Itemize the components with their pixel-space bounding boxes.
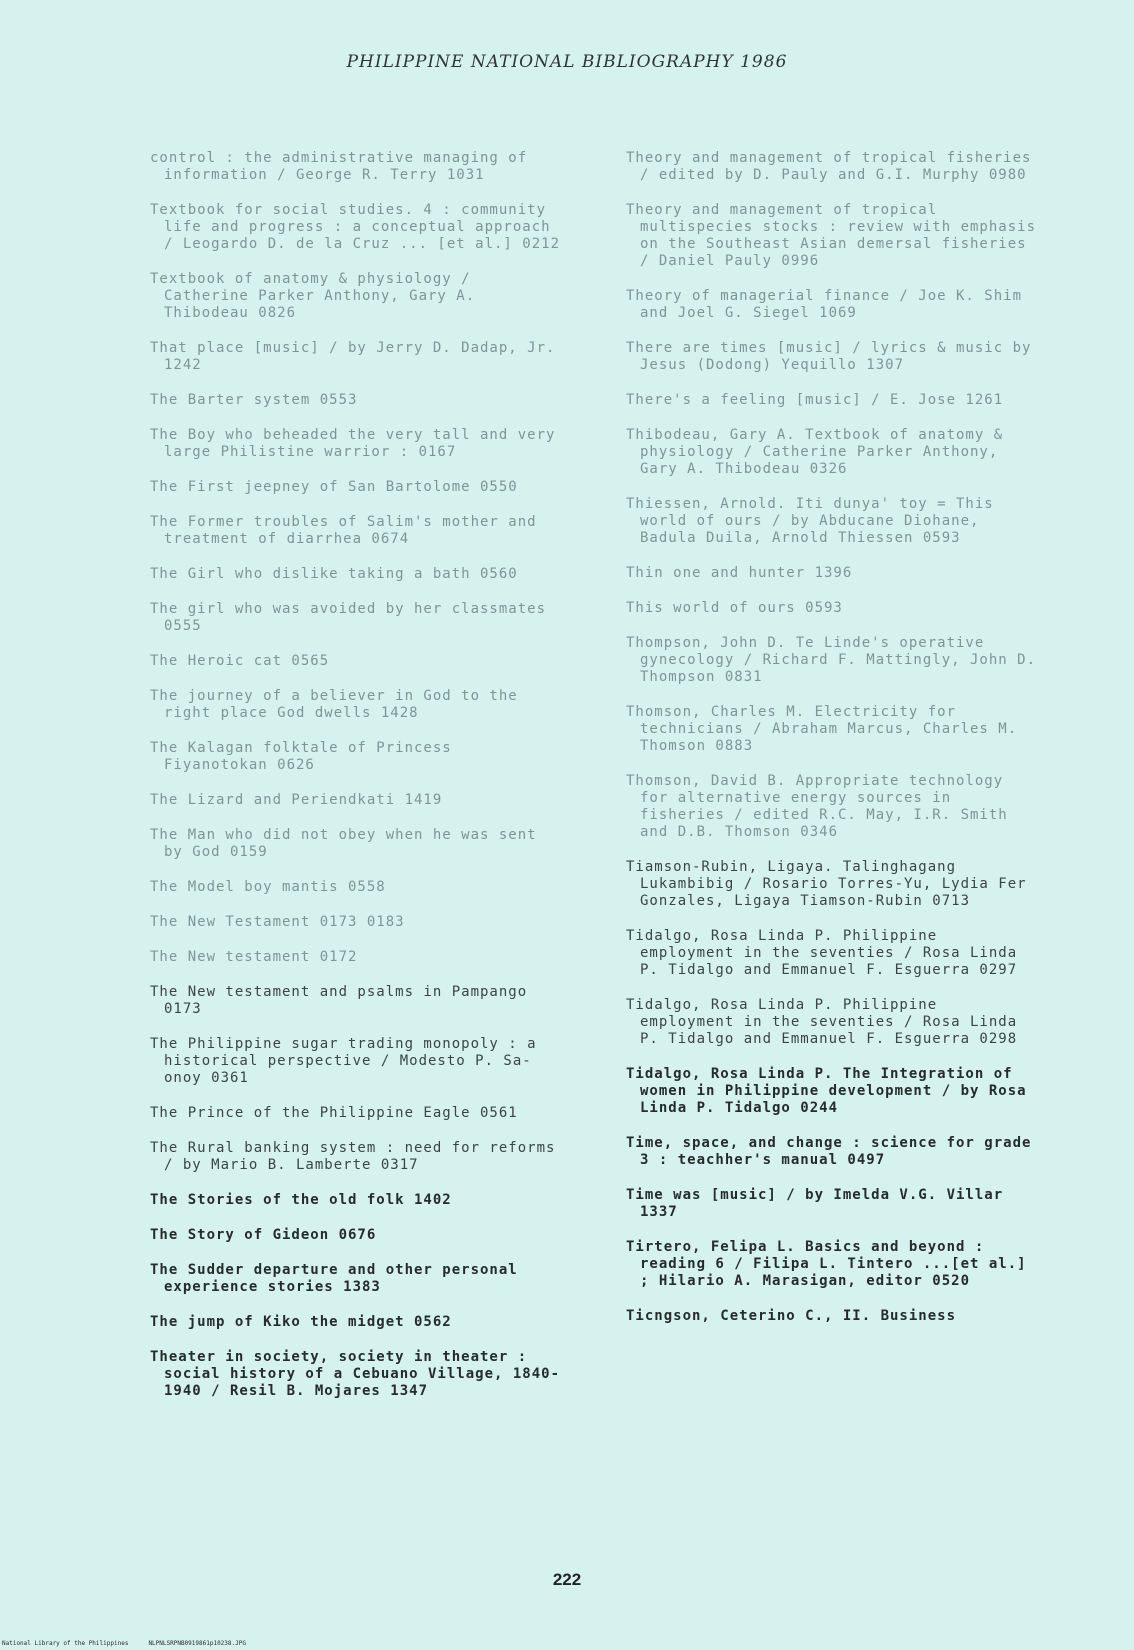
bibliography-entry: There are times [music] / lyrics & music by Jesus (Dodong) Yequillo 1307: [626, 340, 1041, 373]
bibliography-entry: Tidalgo, Rosa Linda P. Philippine employment in the seventies / Rosa Linda P. Tidalgo and Emmanuel F. Esguerra 0297: [626, 928, 1027, 978]
bibliography-entry: The Lizard and Periendkati 1419: [150, 792, 443, 808]
bibliography-entry: The journey of a believer in God to the right place God dwells 1428: [150, 688, 528, 721]
bibliography-entry: Theory of managerial finance / Joe K. Shim and Joel G. Siegel 1069: [626, 288, 1032, 321]
bibliography-entry: Thompson, John D. Te Linde's operative gynecology / Richard F. Mattingly, John D. Thompson 0831: [626, 635, 1046, 685]
bibliography-entry: Tiamson-Rubin, Ligaya. Talinghagang Lukambibig / Rosario Torres-Yu, Lydia Fer Gonzales, Ligaya Tiamson-Rubin 0713: [626, 859, 1037, 909]
bibliography-entry: The Prince of the Philippine Eagle 0561: [150, 1105, 518, 1121]
bibliography-entry: The New Testament 0173 0183: [150, 914, 405, 930]
scan-footer: [2, 1640, 246, 1647]
bibliography-entry: The Man who did not obey when he was sent by God 0159: [150, 827, 547, 860]
left-column: [150, 150, 565, 1418]
bibliography-entry: The jump of Kiko the midget 0562: [150, 1314, 452, 1330]
bibliography-entry: Thiessen, Arnold. Iti dunya' toy = This world of ours / by Abducane Diohane, Badula Duila, Arnold Thiessen 0593: [626, 496, 1004, 546]
bibliography-entry: control : the administrative managing of information / George R. Terry 1031: [150, 150, 537, 183]
bibliography-entry: The Model boy mantis 0558: [150, 879, 386, 895]
bibliography-entry: Tirtero, Felipa L. Basics and beyond : reading 6 / Filipa L. Tintero ...[et al.] ; Hilario A. Marasigan, editor 0520: [626, 1239, 1037, 1289]
bibliography-entry: Time was [music] / by Imelda V.G. Villar 1337: [626, 1187, 1013, 1220]
bibliography-entry: The Kalagan folktale of Princess Fiyanotokan 0626: [150, 740, 462, 773]
bibliography-entry: There's a feeling [music] / E. Jose 1261: [626, 392, 1004, 408]
footer-file-name: NLPNLSRPNB0919861p10238.JPG: [148, 1640, 246, 1647]
bibliography-entry: The First jeepney of San Bartolome 0550: [150, 479, 518, 495]
bibliography-entry: Thin one and hunter 1396: [626, 565, 853, 581]
bibliography-entry: Textbook for social studies. 4 : community life and progress : a conceptual approach / Leogardo D. de la Cruz ... [et al.] 0212: [150, 202, 561, 252]
bibliography-entry: The Sudder departure and other personal experience stories 1383: [150, 1262, 528, 1295]
bibliography-entry: The Story of Gideon 0676: [150, 1227, 377, 1243]
bibliography-entry: Ticngson, Ceterino C., II. Business: [626, 1308, 957, 1324]
bibliography-entry: The Barter system 0553: [150, 392, 358, 408]
bibliography-entry: Textbook of anatomy & physiology / Catherine Parker Anthony, Gary A. Thibodeau 0826: [150, 271, 485, 321]
bibliography-entry: The Rural banking system : need for reforms / by Mario B. Lamberte 0317: [150, 1140, 565, 1173]
bibliography-entry: The Girl who dislike taking a bath 0560: [150, 566, 518, 582]
bibliography-entry: The New testament and psalms in Pampango 0173: [150, 984, 537, 1017]
bibliography-entry: Theory and management of tropical multispecies stocks : review with emphasis on the Southeast Asian demersal fisheries / Daniel Pauly 0996: [626, 202, 1046, 269]
bibliography-entry: Thomson, David B. Appropriate technology for alternative energy sources in fisheries / edited R.C. May, I.R. Smith and D.B. Thomson 0346: [626, 773, 1018, 840]
bibliography-entry: Theater in society, society in theater : social history of a Cebuano Village, 1840-1940 / Resil B. Mojares 1347: [150, 1349, 561, 1399]
bibliography-entry: Thomson, Charles M. Electricity for technicians / Abraham Marcus, Charles M. Thomson 0883: [626, 704, 1027, 754]
bibliography-entry: The Philippine sugar trading monopoly : a historical perspective / Modesto P. Sa-onoy 0361: [150, 1036, 547, 1086]
bibliography-entry: The Stories of the old folk 1402: [150, 1192, 452, 1208]
bibliography-entry: Theory and management of tropical fisheries / edited by D. Pauly and G.I. Murphy 0980: [626, 150, 1041, 183]
bibliography-entry: That place [music] / by Jerry D. Dadap, Jr. 1242: [150, 340, 565, 373]
page-header-title: PHILIPPINE NATIONAL BIBLIOGRAPHY 1986: [346, 52, 788, 72]
bibliography-entry: The girl who was avoided by her classmates 0555: [150, 601, 556, 634]
bibliography-entry: The Boy who beheaded the very tall and very large Philistine warrior : 0167: [150, 427, 565, 460]
bibliography-entry: Time, space, and change : science for grade 3 : teachher's manual 0497: [626, 1135, 1041, 1168]
bibliography-entry: The Former troubles of Salim's mother and treatment of diarrhea 0674: [150, 514, 547, 547]
bibliography-entry: The Heroic cat 0565: [150, 653, 330, 669]
bibliography-entry: This world of ours 0593: [626, 600, 843, 616]
bibliography-entry: Tidalgo, Rosa Linda P. The Integration of women in Philippine development / by Rosa Linda P. Tidalgo 0244: [626, 1066, 1037, 1116]
right-column: [626, 150, 1046, 1343]
bibliography-entry: Tidalgo, Rosa Linda P. Philippine employment in the seventies / Rosa Linda P. Tidalgo and Emmanuel F. Esguerra 0298: [626, 997, 1027, 1047]
page-number: 222: [552, 1570, 582, 1589]
footer-library-name: National Library of the Philippines: [2, 1640, 129, 1647]
bibliography-entry: Thibodeau, Gary A. Textbook of anatomy & physiology / Catherine Parker Anthony, Gary A. Thibodeau 0326: [626, 427, 1013, 477]
bibliography-entry: The New testament 0172: [150, 949, 358, 965]
